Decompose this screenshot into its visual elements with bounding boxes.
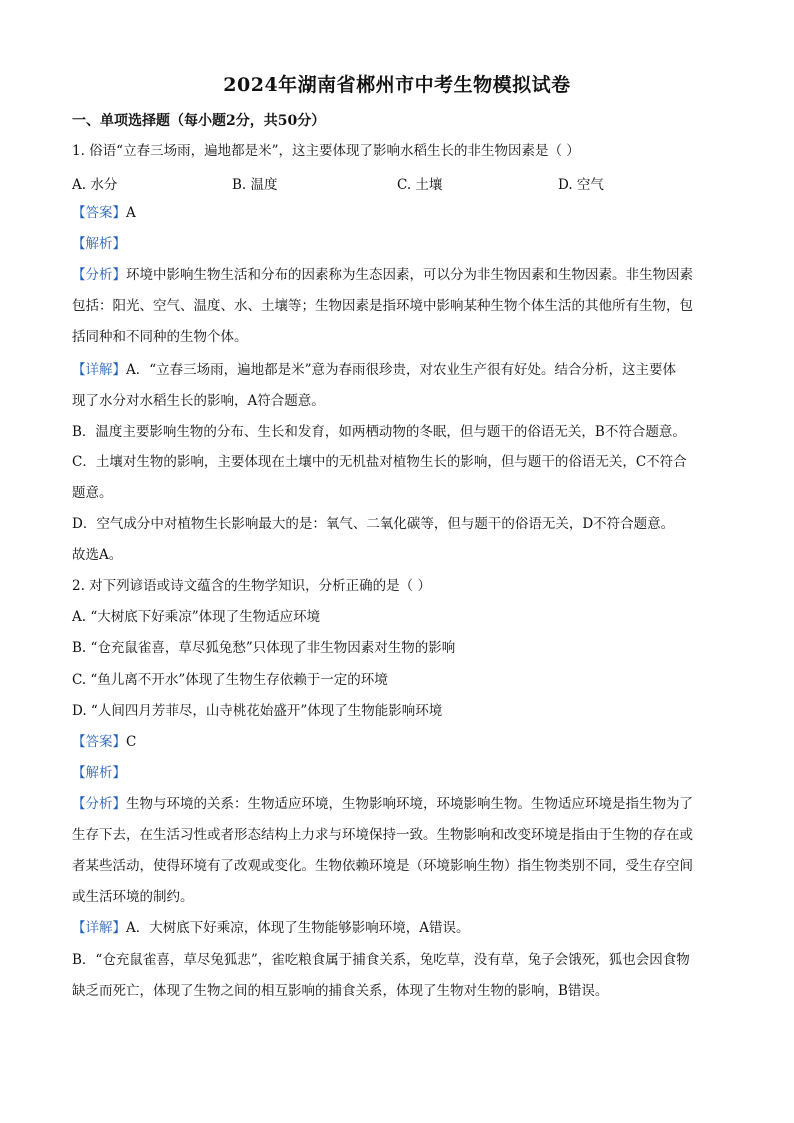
detail-tag: 【详解】	[72, 362, 126, 378]
q1-option-c: C. 土壤	[397, 177, 443, 193]
detail-tag: 【详解】	[72, 920, 126, 936]
q1-detail-line: 现了水分对水稻生长的影响，A符合题意。	[72, 393, 325, 409]
q2-detail-line: 缺乏而死亡，体现了生物之间的相互影响的捕食关系，体现了生物对生物的影响，B错误。	[72, 983, 609, 999]
q1-option-d: D. 空气	[558, 177, 604, 193]
answer-tag: 【答案】	[72, 734, 126, 750]
q2-answer	[72, 732, 136, 752]
page-title: 2024年湖南省郴州市中考生物模拟试卷	[223, 74, 571, 96]
q1-detail-line: 【详解】A．“立春三场雨，遍地都是米”意为春雨很珍贵，对农业生产很有好处。结合分析，这主要体	[72, 362, 677, 378]
q2-stem: 2. 对下列谚语或诗文蕴含的生物学知识，分析正确的是（ ）	[72, 578, 431, 594]
q1-detail-line: B．温度主要影响生物的分布、生长和发育，如两栖动物的冬眠，但与题干的俗语无关，B不符合题意。	[72, 424, 686, 440]
q1-detail-line: D．空气成分中对植物生长影响最大的是：氧气、二氧化碳等，但与题干的俗语无关，D不符合题意。	[72, 516, 675, 532]
q2-explain-tag: 【解析】	[72, 765, 126, 781]
q2-option-d: D. “人间四月芳菲尽，山寺桃花始盛开”体现了生物能影响环境	[72, 703, 443, 719]
q1-conclusion: 故选A。	[72, 547, 123, 563]
q1-detail-line: 题意。	[72, 485, 113, 501]
q1-analysis-line: 括同种和不同种的生物个体。	[72, 329, 248, 345]
q2-option-a: A. “大树底下好乘凉”体现了生物适应环境	[72, 609, 321, 625]
analysis-tag: 【分析】	[72, 796, 126, 812]
answer-tag: 【答案】	[72, 205, 126, 221]
q2-detail-line: B．“仓充鼠雀喜，草尽兔狐悲”，雀吃粮食属于捕食关系，兔吃草，没有草，兔子会饿死，狐也会因食物	[72, 952, 690, 968]
q2-option-b: B. “仓充鼠雀喜，草尽狐兔愁”只体现了非生物因素对生物的影响	[72, 640, 456, 656]
q1-answer	[72, 203, 136, 223]
q1-option-b: B. 温度	[232, 177, 278, 193]
answer-value: A	[126, 205, 136, 221]
q2-analysis-line: 【分析】生物与环境的关系：生物适应环境，生物影响环境，环境影响生物。生物适应环境是指生物为了	[72, 796, 693, 812]
q1-detail-line: C．土壤对生物的影响，主要体现在土壤中的无机盐对植物生长的影响，但与题干的俗语无关，C不符合	[72, 454, 687, 470]
q2-option-c: C. “鱼儿离不开水”体现了生物生存依赖于一定的环境	[72, 672, 388, 688]
q2-detail-line: 【详解】A．大树底下好乘凉，体现了生物能够影响环境，A错误。	[72, 920, 470, 936]
q2-analysis-line: 者某些活动，使得环境有了改观或变化。生物依赖环境是（环境影响生物）指生物类别不同，受生存空间	[72, 858, 693, 874]
q1-option-a: A. 水分	[72, 177, 118, 193]
answer-value: C	[126, 734, 137, 750]
q1-stem: 1. 俗语“立春三场雨，遍地都是米”，这主要体现了影响水稻生长的非生物因素是（ ）	[72, 143, 580, 159]
q1-analysis-line: 【分析】环境中影响生物生活和分布的因素称为生态因素，可以分为非生物因素和生物因素。非生物因素	[72, 267, 693, 283]
analysis-tag: 【分析】	[72, 267, 126, 283]
q2-analysis-line: 或生活环境的制约。	[72, 889, 194, 905]
q1-explain-tag: 【解析】	[72, 236, 126, 252]
section-heading: 一、单项选择题（每小题2分，共50分）	[72, 113, 326, 129]
q1-analysis-line: 包括：阳光、空气、温度、水、土壤等；生物因素是指环境中影响某种生物个体生活的其他所有生物，包	[72, 298, 693, 314]
q2-analysis-line: 生存下去，在生活习性或者形态结构上力求与环境保持一致。生物影响和改变环境是指由于生物的存在或	[72, 827, 693, 843]
